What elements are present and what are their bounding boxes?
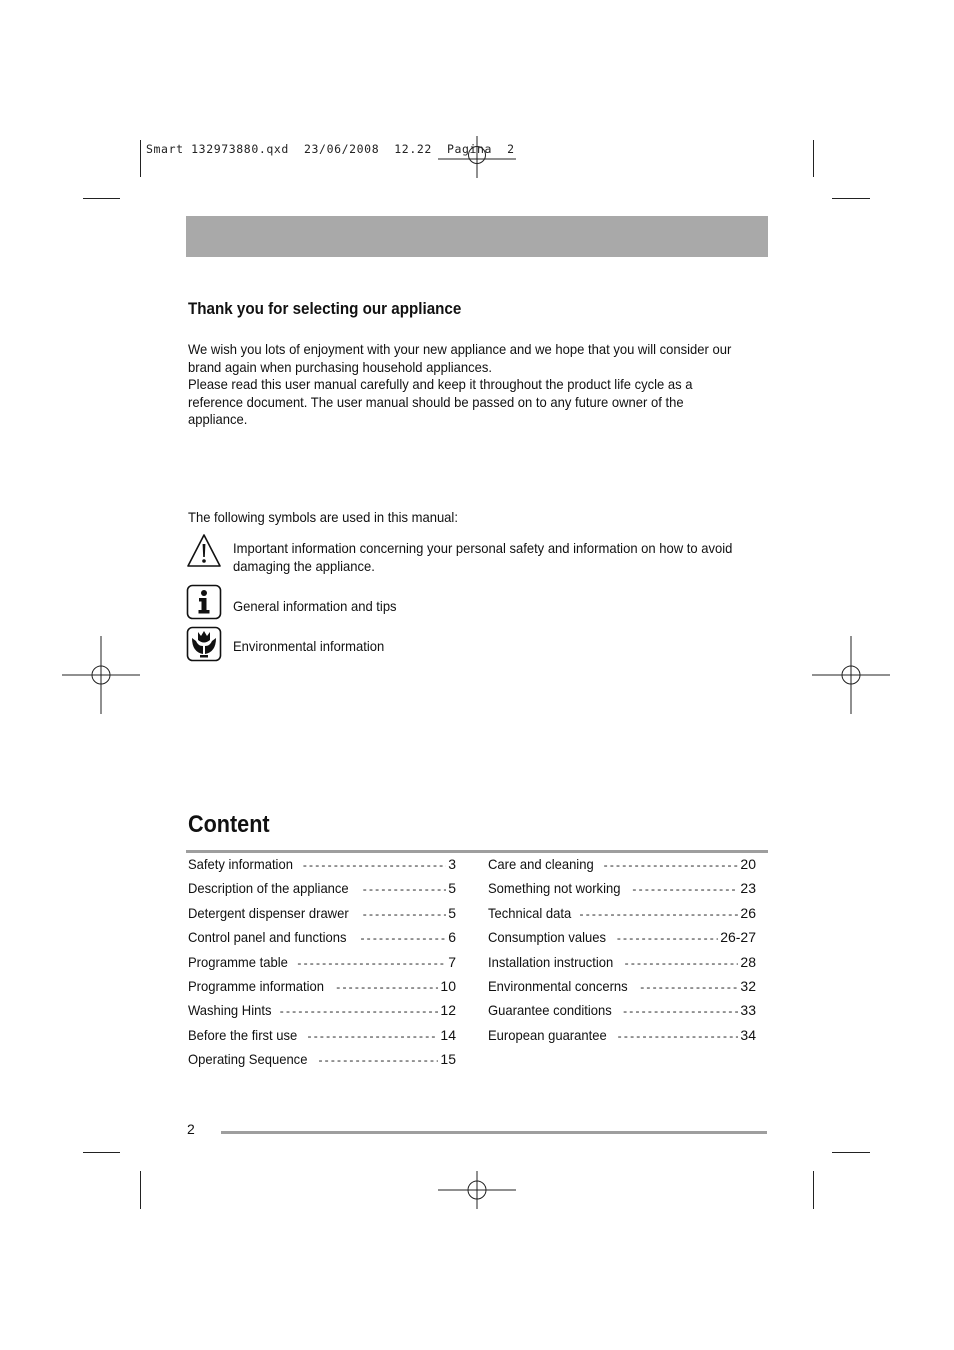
registration-mark-icon xyxy=(438,120,516,198)
toc-entry[interactable]: Washing Hints ----- 12 xyxy=(188,1002,456,1026)
toc-entry[interactable]: European guarantee ----- 34 xyxy=(488,1027,756,1051)
toc-column-right xyxy=(488,856,756,1051)
footer-divider xyxy=(221,1131,767,1134)
toc-entry[interactable]: Programme table ----- 7 xyxy=(188,954,456,978)
content-divider xyxy=(186,850,768,853)
toc-entry[interactable]: Operating Sequence ----- 15 xyxy=(188,1051,456,1075)
toc-entry[interactable]: Something not working ----- 23 xyxy=(488,880,756,904)
symbols-intro: The following symbols are used in this manual: xyxy=(188,509,458,525)
toc-entry[interactable]: Before the first use ----- 14 xyxy=(188,1027,456,1051)
toc-entry[interactable]: Guarantee conditions ----- 33 xyxy=(488,1002,756,1026)
intro-text: We wish you lots of enjoyment with your new appliance and we hope that you will consider our brand again when purchasing household appliances. xyxy=(188,341,732,375)
toc-entry[interactable]: Environmental concerns ----- 32 xyxy=(488,978,756,1002)
toc-entry[interactable]: Installation instruction ----- 28 xyxy=(488,954,756,978)
toc-entry[interactable]: Control panel and functions ----- 6 xyxy=(188,929,456,953)
toc-column-left xyxy=(188,856,456,1076)
info-icon xyxy=(186,584,222,620)
symbol-description: General information and tips xyxy=(233,598,397,614)
toc-entry[interactable]: Care and cleaning ----- 20 xyxy=(488,856,756,880)
toc-entry[interactable]: Detergent dispenser drawer ----- 5 xyxy=(188,905,456,929)
registration-mark-icon xyxy=(62,636,140,714)
registration-mark-icon xyxy=(812,636,890,714)
intro-text: Please read this user manual carefully and keep it throughout the product life cycle as a reference document. The user manual should be passed on to any future owner of the appliance. xyxy=(188,376,693,427)
toc-entry[interactable]: Consumption values ----- 26-27 xyxy=(488,929,756,953)
page-number: 2 xyxy=(187,1121,195,1137)
intro-paragraph xyxy=(188,341,746,429)
toc-entry[interactable]: Programme information ----- 10 xyxy=(188,978,456,1002)
content-title: Content xyxy=(188,811,270,838)
warning-triangle-icon xyxy=(186,533,222,569)
symbol-description: Environmental information xyxy=(233,638,385,654)
environment-icon xyxy=(186,626,222,662)
section-heading: Thank you for selecting our appliance xyxy=(188,300,462,318)
toc-entry[interactable]: Technical data ----- 26 xyxy=(488,905,756,929)
print-slug: Smart 132973880.qxd 23/06/2008 12.22 Pagina 2 xyxy=(146,142,515,156)
header-bar xyxy=(186,216,768,257)
registration-mark-icon xyxy=(438,1151,516,1229)
toc-entry[interactable]: Safety information ----- 3 xyxy=(188,856,456,880)
toc-entry[interactable]: Description of the appliance ----- 5 xyxy=(188,880,456,904)
symbol-description: Important information concerning your personal safety and information on how to avoid damaging the appliance. xyxy=(233,540,733,574)
